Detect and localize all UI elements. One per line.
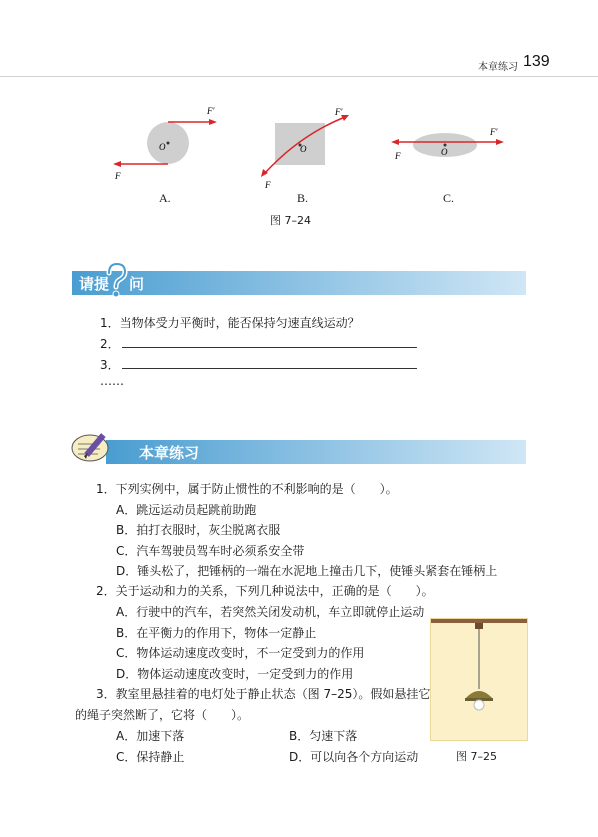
svg-text:F′: F′ [335,107,343,117]
figure-7-25-hanging-lamp [430,618,528,741]
ask-section-title-left: 请提 [79,275,110,293]
svg-text:F: F [395,151,401,161]
exercise-q1-option-d: D．锤头松了，把锤柄的一端在水泥地上撞击几下，使锤头紧套在锤柄上 [116,564,498,578]
figure-caption-7-25: 图 7–25 [456,750,497,763]
svg-text:O: O [300,144,307,154]
answer-blank [122,337,417,348]
exercise-q3-option-d: D．可以向各个方向运动 [289,750,419,764]
svg-text:O: O [159,142,166,152]
exercise-section-title: 本章练习 [139,444,200,462]
ask-section-title-right: 问 [129,275,145,293]
exercise-q1-option-c: C．汽车驾驶员驾车时必须系安全带 [116,544,305,558]
header-divider [0,76,598,77]
exercise-q1-option-b: B．拍打衣服时，灰尘脱离衣服 [116,523,281,537]
svg-text:F: F [115,171,121,181]
ask-question-3: 3． [100,356,417,373]
answer-blank [122,358,417,369]
ask-question-1: 1．当物体受力平衡时，能否保持匀速直线运动？ [100,316,360,330]
ask-question-2: 2． [100,335,417,352]
exercise-question-3: 3．教室里悬挂着的电灯处于静止状态（图 7–25）。假如悬挂它 [96,687,431,701]
exercise-q3-option-b: B．匀速下落 [289,729,358,743]
exercise-question-3-cont: 的绳子突然断了，它将（ ）。 [75,708,250,722]
figure-option-a: A. [159,191,171,205]
exercise-q3-option-a: A．加速下落 [116,729,185,743]
exercise-q2-option-d: D．物体运动速度改变时，一定受到力的作用 [116,667,354,681]
svg-text:F′: F′ [207,106,215,116]
exercise-q3-option-c: C．保持静止 [116,750,185,764]
exercise-question-1: 1．下列实例中，属于防止惯性的不利影响的是（ ）。 [96,482,398,496]
page-number: 139 [523,53,550,70]
exercise-q2-option-b: B．在平衡力的作用下，物体一定静止 [116,626,317,640]
exercise-question-2: 2．关于运动和力的关系，下列几种说法中，正确的是（ ）。 [96,584,434,598]
svg-text:F′: F′ [490,127,498,137]
svg-text:O: O [441,147,448,157]
exercise-q1-option-a: A．跳远运动员起跳前助跑 [116,503,257,517]
pencil-notebook-icon [70,428,114,464]
exercise-q2-option-c: C．物体运动速度改变时，不一定受到力的作用 [116,646,365,660]
figure-option-b: B. [297,191,309,205]
figure-option-c: C. [443,191,455,205]
svg-text:F: F [265,180,271,190]
running-header-section: 本章练习 [478,62,518,73]
ask-ellipsis: …… [100,374,124,388]
exercise-q2-option-a: A．行驶中的汽车，若突然关闭发动机，车立即就停止运动 [116,605,425,619]
figure-caption-7-24: 图 7–24 [270,214,311,227]
